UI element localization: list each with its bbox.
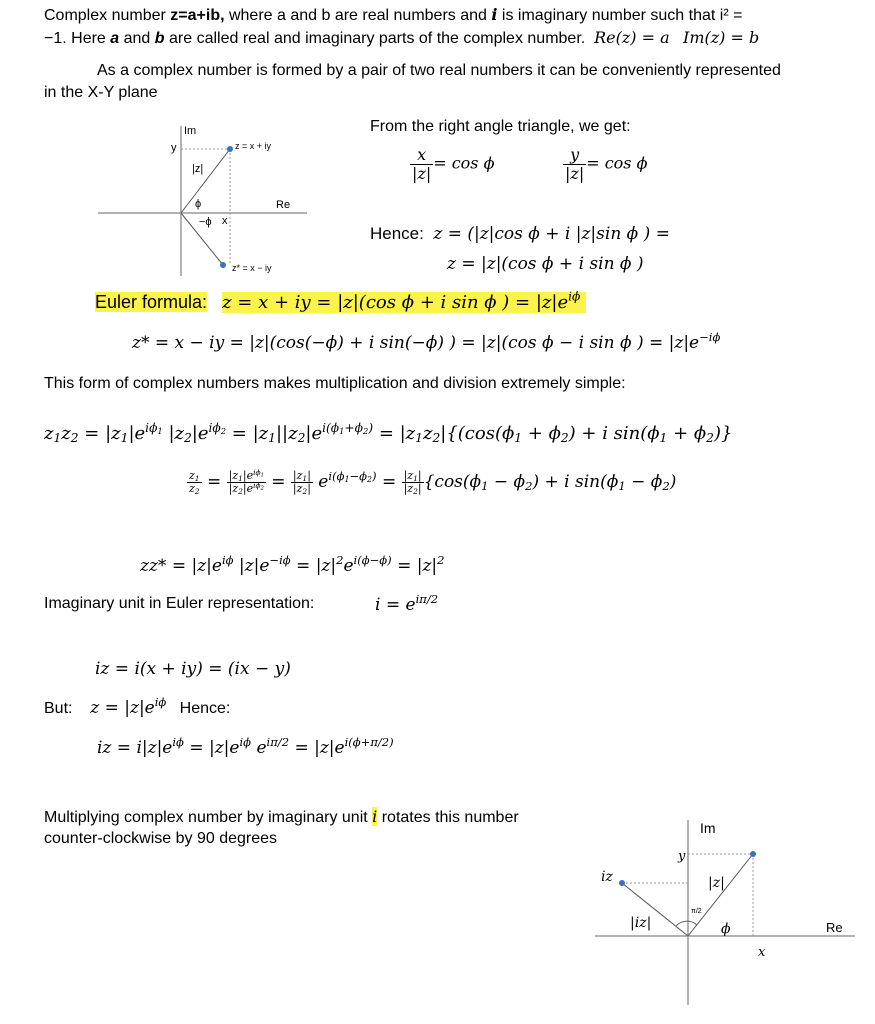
rotation-arc: [676, 921, 697, 926]
re-label: Re: [276, 199, 291, 211]
z-vector: [181, 149, 230, 213]
multiplication-intro: This form of complex numbers makes multiplication and division extremely simple:: [44, 375, 626, 392]
ratio-x: $\frac{x}{|z|}$ = cos ϕ: [412, 145, 495, 183]
phi-label: ϕ: [195, 198, 202, 210]
im-label-2: Im: [700, 820, 716, 836]
but-line: But: $z = |z|e^{i\phi}$ Hence:: [44, 695, 231, 718]
absz-label: |z|: [192, 163, 204, 175]
x-label-2: x: [758, 945, 766, 960]
intro-line-2: −1. Here a and b are called real and imaginary parts of the complex number. Re(z) = a Im(z) = b: [44, 28, 760, 47]
triangle-heading: From the right angle triangle, we get:: [370, 118, 631, 135]
phi-label-2: ϕ: [721, 921, 731, 937]
zconj-point: [220, 262, 226, 268]
z-point: [227, 146, 233, 152]
plane-text-2: in the X-Y plane: [44, 84, 158, 101]
rotation-eq-3: iz = $i|z|e^{i\phi} = |z|e^{i\phi}$ $e^{i\pi/2} = |z|e^{i(\phi+\pi/2)}$: [97, 735, 394, 758]
hence-line: Hence: z = (|z|cos ϕ + i |z|sin ϕ ) =: [370, 224, 670, 244]
negphi-label: −ϕ: [199, 216, 212, 228]
complex-plane-diagram: [95, 120, 310, 280]
conclusion-line-2: counter-clockwise by 90 degrees: [44, 830, 278, 847]
product-formula: $z_1z_2 = |z_1|e^{i\phi_1}$ $|z_2|e^{i\phi_2} = |z_1||z_2|e^{i(\phi_1+\phi_2)} = |z_1z_2|\{(\cos(\phi_1 + \phi_2) + i$ $\sin(\phi_1 + \phi_2)$}: [44, 420, 733, 446]
imag-unit-eq: $i = e^{i\pi/2}$: [375, 592, 439, 615]
absz-label-2: |z|: [708, 875, 725, 891]
iz-point: [619, 880, 625, 886]
conjugate-formula: z* = x − iy = |z|(cos(−ϕ) + i sin(−ϕ) ) = |z|(cos ϕ − i sin ϕ ) = $|z|e^{-i\phi}$: [132, 330, 721, 353]
hence-line-2: z = |z|(cos ϕ + i sin ϕ ): [447, 254, 644, 274]
imag-unit-label: Imaginary unit in Euler representation:: [44, 595, 315, 612]
conclusion-line-1: Multiplying complex number by imaginary unit i rotates this number: [44, 807, 519, 826]
quotient-formula: $\frac{z_1}{z_2}$ = $\frac{|z_1|e^{i\phi_1}}{|z_2|e^{i\phi_2}}$ = $\frac{|z_1|}{|z_2|}$ $e^{i(\phi_1-\phi_2)}$ = $\frac{|z_1|}{|z_2|}$ {$\cos(\phi_1 - \phi_2) + i$ $\sin(\phi_1 - \phi_2)$: [189, 467, 677, 496]
zconj-label: z* = x − iy: [232, 263, 272, 273]
intro-line-1: Complex number z=a+ib, where a and b are real numbers and i is imaginary number such that i² =: [44, 5, 743, 24]
y-label: y: [171, 142, 177, 154]
z-point-2: [750, 851, 756, 857]
im-label: Im: [184, 125, 197, 137]
ratio-y: $\frac{y}{|z|}$ = cos ϕ: [565, 145, 648, 183]
x-label: x: [222, 215, 228, 227]
re-label-2: Re: [826, 920, 843, 935]
pi2-label: π/2: [691, 908, 702, 915]
plane-text-1: As a complex number is formed by a pair of two real numbers it can be conveniently represented: [97, 62, 781, 79]
z-label: z = x + iy: [235, 141, 272, 151]
euler-formula: Euler formula: z = x + iy = |z|(cos ϕ + i sin ϕ ) = $|z|e^{i\phi}$: [95, 292, 586, 313]
rotation-diagram: [590, 815, 860, 1010]
rotation-eq-1: iz = i(x + iy) = (ix − y): [95, 659, 291, 679]
definition-bold: z=a+ib,: [170, 7, 225, 24]
iz-label: iz: [601, 869, 613, 885]
conj-product-formula: $zz* = |z|e^{i\phi}$ $|z|e^{-i\phi} = |z|^2e^{i(\phi-\phi)} = |z|^2$: [140, 553, 445, 576]
euler-label: Euler formula:: [95, 292, 208, 312]
absiz-label: |iz|: [630, 915, 652, 931]
y-label-2: y: [678, 849, 686, 864]
